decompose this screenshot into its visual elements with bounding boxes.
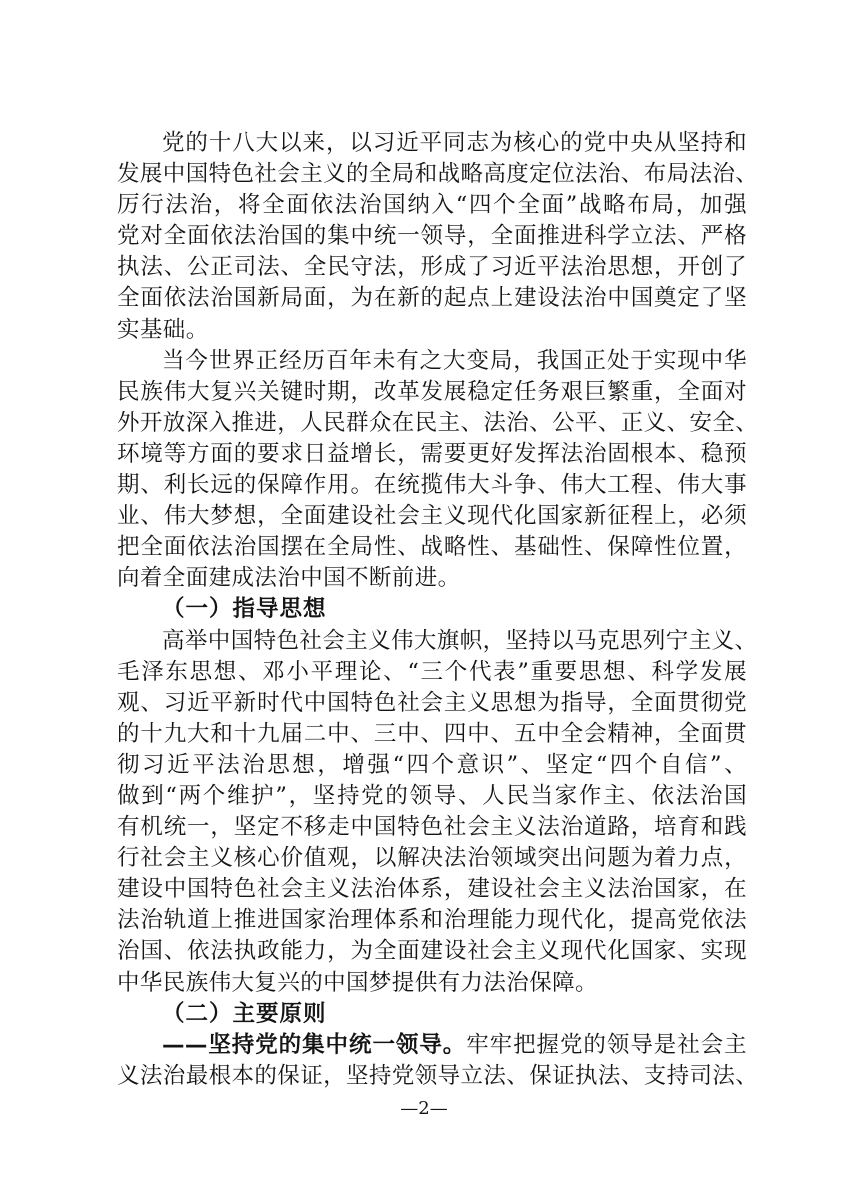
text-line: 把全面依法治国摆在全局性、战略性、基础性、保障性位置， xyxy=(117,534,747,561)
text-line: 业、伟大梦想，全面建设社会主义现代化国家新征程上，必须 xyxy=(117,503,747,530)
text-line: 外开放深入推进，人民群众在民主、法治、公平、正义、安全、 xyxy=(117,409,759,436)
text-line: 观、习近平新时代中国特色社会主义思想为指导，全面贯彻党 xyxy=(117,689,747,716)
text-line: 行社会主义核心价值观，以解决法治领域突出问题为着力点， xyxy=(117,845,747,872)
text-line: 彻习近平法治思想，增强“四个意识”、坚定“四个自信”、 xyxy=(117,751,747,778)
text-line: 党对全面依法治国的集中统一领导，全面推进科学立法、严格 xyxy=(117,223,747,250)
text-line: 执法、公正司法、全民守法，形成了习近平法治思想，开创了 xyxy=(117,254,747,281)
paragraph-1 xyxy=(117,128,759,346)
text-line: 厉行法治，将全面依法治国纳入“四个全面”战略布局，加强 xyxy=(117,192,747,219)
page-number: —2— xyxy=(400,1098,448,1119)
text-line: 建设中国特色社会主义法治体系，建设社会主义法治国家，在 xyxy=(117,876,747,903)
text-line: 高举中国特色社会主义伟大旗帜，坚持以马克思列宁主义、 xyxy=(162,627,758,654)
text-line: 全面依法治国新局面，为在新的起点上建设法治中国奠定了坚 xyxy=(117,285,747,312)
text-line: 当今世界正经历百年未有之大变局，我国正处于实现中华 xyxy=(162,347,747,374)
text-line: 环境等方面的要求日益增长，需要更好发挥法治固根本、稳预 xyxy=(117,440,747,467)
text-line: 的十九大和十九届二中、三中、四中、五中全会精神，全面贯 xyxy=(117,720,747,747)
paragraph-2 xyxy=(117,346,759,595)
principle-text: 牢牢把握党的领导是社会主 xyxy=(466,1031,747,1058)
text-line: 中华民族伟大复兴的中国梦提供有力法治保障。 xyxy=(117,969,598,996)
text-line: 期、利长远的保障作用。在统揽伟大斗争、伟大工程、伟大事 xyxy=(117,472,747,499)
text-line: 向着全面建成法治中国不断前进。 xyxy=(117,565,461,592)
text-line: 毛泽东思想、邓小平理论、“三个代表”重要思想、科学发展 xyxy=(117,658,747,685)
section-heading-guiding-ideology: （一）指导思想 xyxy=(162,596,327,623)
text-line: 法治轨道上推进国家治理体系和治理能力现代化，提高党依法 xyxy=(117,907,747,934)
text-line xyxy=(117,1030,747,1061)
section-heading-main-principles: （二）主要原则 xyxy=(162,1000,327,1027)
text-line: 民族伟大复兴关键时期，改革发展稳定任务艰巨繁重，全面对 xyxy=(117,378,747,405)
principle-title: ——坚持党的集中统一领导。 xyxy=(162,1031,467,1058)
text-line: 实基础。 xyxy=(117,316,209,343)
text-line: 发展中国特色社会主义的全局和战略高度定位法治、布局法治、 xyxy=(117,161,759,188)
document-page xyxy=(117,128,759,1092)
text-line: 有机统一，坚定不移走中国特色社会主义法治道路，培育和践 xyxy=(117,814,747,841)
paragraph-4 xyxy=(117,1030,759,1092)
text-line: 义法治最根本的保证，坚持党领导立法、保证执法、支持司法、 xyxy=(117,1062,759,1089)
text-line: 治国、依法执政能力，为全面建设社会主义现代化国家、实现 xyxy=(117,938,747,965)
text-line: 党的十八大以来，以习近平同志为核心的党中央从坚持和 xyxy=(162,130,747,156)
paragraph-3 xyxy=(117,626,758,999)
text-line: 做到“两个维护”，坚持党的领导、人民当家作主、依法治国 xyxy=(117,782,747,809)
